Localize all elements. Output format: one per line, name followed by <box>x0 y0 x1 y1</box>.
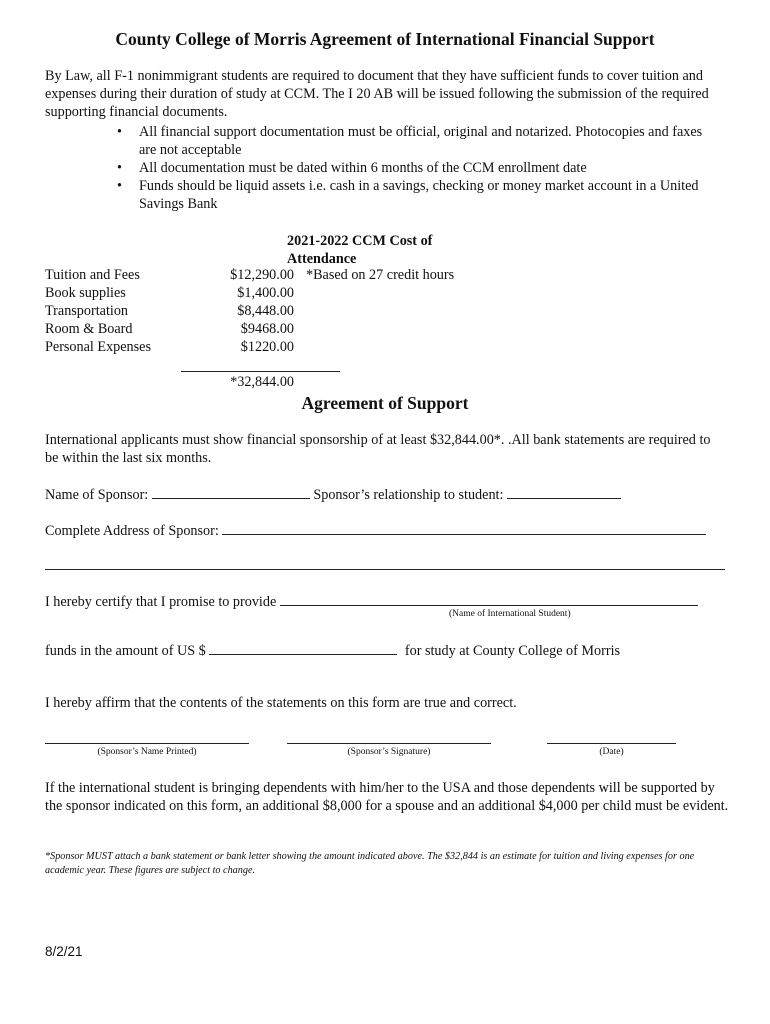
address-field-line-1[interactable] <box>222 521 706 535</box>
requirement-item: • Funds should be liquid assets i.e. cash in a savings, checking or money market account in a United Savings Bank <box>117 178 699 212</box>
cost-amounts <box>190 266 294 356</box>
cost-label-tuition: Tuition and Fees <box>45 267 140 283</box>
cost-label-books: Book supplies <box>45 285 126 301</box>
total-divider <box>181 371 340 372</box>
requirement-item: • All documentation must be dated within 6 months of the CCM enrollment date <box>117 160 587 176</box>
sponsor-row <box>45 485 621 504</box>
date-field[interactable] <box>547 743 676 744</box>
certify-row <box>45 592 698 611</box>
bullet-icon: • <box>117 160 122 176</box>
relationship-field[interactable] <box>507 485 621 499</box>
agreement-title: Agreement of Support <box>301 393 469 413</box>
requirements-list <box>117 123 717 213</box>
cost-amount-transportation: $8,448.00 <box>237 303 294 319</box>
address-row <box>45 521 706 540</box>
revision-date: 8/2/21 <box>45 944 83 959</box>
bullet-icon: • <box>117 178 122 194</box>
certify-label: I hereby certify that I promise to provide <box>45 594 277 610</box>
cost-label-personal: Personal Expenses <box>45 339 151 355</box>
date-caption: (Date) <box>599 747 624 757</box>
funds-label: funds in the amount of US $ <box>45 643 206 659</box>
funds-suffix: for study at County College of Morris <box>404 643 621 659</box>
bullet-icon: • <box>117 124 122 140</box>
funds-amount-field[interactable] <box>209 641 397 655</box>
cost-amount-personal: $1220.00 <box>240 339 294 355</box>
cost-total: *32,844.00 <box>230 374 294 390</box>
footnote: *Sponsor MUST attach a bank statement or bank letter showing the amount indicated above. The $32,844 is an estimate for tuition and living expenses for one academic year. These figures are subject to change. <box>45 851 695 876</box>
tuition-note: *Based on 27 credit hours <box>306 267 455 283</box>
cost-labels <box>45 266 151 356</box>
printed-name-caption: (Sponsor’s Name Printed) <box>97 747 197 757</box>
funds-row <box>45 641 620 660</box>
intro-paragraph: By Law, all F-1 nonimmigrant students are required to document that they have sufficient funds to cover tuition and expenses during their duration of study at CCM. The I 20 AB will be issued following the submission of the required supporting financial documents. <box>45 68 709 120</box>
relationship-label: Sponsor’s relationship to student: <box>313 487 504 503</box>
cost-amount-tuition: $12,290.00 <box>230 267 294 283</box>
cost-label-transportation: Transportation <box>45 303 129 319</box>
cost-label-room-board: Room & Board <box>45 321 133 337</box>
signature-caption: (Sponsor’s Signature) <box>347 747 431 757</box>
requirement-paragraph: International applicants must show financial sponsorship of at least $32,844.00*. .All bank statements are required to be within the last six months. <box>45 432 711 466</box>
sponsor-signature-field[interactable] <box>287 743 491 744</box>
cost-amount-room-board: $9468.00 <box>240 321 294 337</box>
address-label: Complete Address of Sponsor: <box>45 523 219 539</box>
affirm-statement: I hereby affirm that the contents of the statements on this form are true and correct. <box>45 695 517 711</box>
cost-amount-books: $1,400.00 <box>237 285 294 301</box>
address-field-line-2[interactable] <box>45 569 725 570</box>
requirement-item: • All financial support documentation must be official, original and notarized. Photocopies and faxes are not acceptable <box>117 124 703 158</box>
sponsor-name-field[interactable] <box>152 485 310 499</box>
dependents-paragraph: If the international student is bringing dependents with him/her to the USA and those dependents will be supported by the sponsor indicated on this form, an additional $8,000 for a spouse and an additional $4,000 per child must be evident. <box>45 780 729 814</box>
document-title: County College of Morris Agreement of International Financial Support <box>115 29 655 49</box>
cost-of-attendance-title: 2021-2022 CCM Cost of Attendance <box>287 233 433 267</box>
sponsor-printed-name-field[interactable] <box>45 743 249 744</box>
student-name-field[interactable] <box>280 592 698 606</box>
sponsor-name-label: Name of Sponsor: <box>45 487 149 503</box>
student-name-caption: (Name of International Student) <box>449 609 571 619</box>
